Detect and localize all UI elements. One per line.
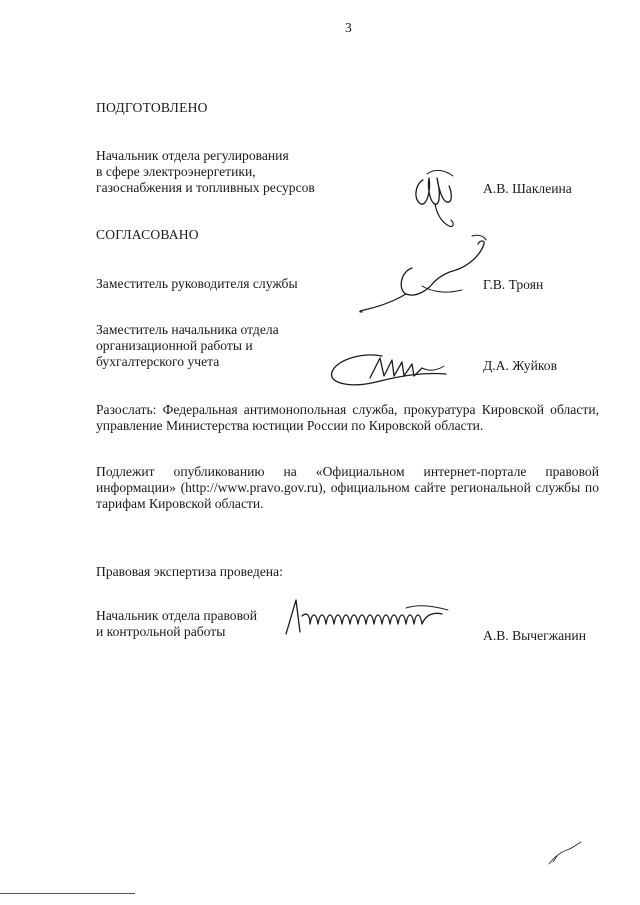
- agreed-signatory-1-name: Г.В. Троян: [483, 277, 544, 292]
- prepared-heading: ПОДГОТОВЛЕНО: [96, 100, 208, 115]
- agreed-signatory-2-name: Д.А. Жуйков: [483, 358, 558, 373]
- agreed-signatory-2-position: [96, 322, 279, 370]
- legal-review-position-line: и контрольной работы: [96, 624, 226, 639]
- prepared-position-line: газоснабжения и топливных ресурсов: [96, 180, 315, 195]
- distribution-text: Разослать: Федеральная антимонопольная служба, прокуратура Кировской области, управление Министерства юстиции России по Кировской области.: [96, 402, 599, 433]
- prepared-position-line: в сфере электроэнергетики,: [96, 164, 256, 179]
- agreed-position-line: Заместитель руководителя службы: [96, 276, 298, 291]
- prepared-position-line: Начальник отдела регулирования: [96, 148, 289, 163]
- prepared-position: [96, 148, 315, 196]
- legal-review-name: А.В. Вычегжанин: [483, 628, 586, 643]
- signature-vychegzhanin: [282, 594, 462, 642]
- bottom-rule: [0, 893, 135, 894]
- agreed-signatory-1-position: [96, 276, 298, 292]
- agreed-heading: СОГЛАСОВАНО: [96, 227, 199, 242]
- corner-mark: [545, 838, 585, 868]
- page-number: 3: [345, 20, 352, 35]
- legal-review-position-line: Начальник отдела правовой: [96, 608, 258, 623]
- prepared-name: А.В. Шаклеина: [483, 181, 572, 196]
- agreed-position-line: Заместитель начальника отдела: [96, 322, 279, 337]
- signature-troyan: [352, 232, 492, 322]
- agreed-position-line: организационной работы и: [96, 338, 253, 353]
- legal-review-heading: Правовая экспертиза проведена:: [96, 564, 283, 579]
- publication-text: Подлежит опубликованию на «Официальном интернет-портале правовой информации» (http://www.pravo.gov.ru), официальном сайте региональной службы по тарифам Кировской области.: [96, 464, 599, 511]
- agreed-position-line: бухгалтерского учета: [96, 354, 220, 369]
- signature-zhuikov: [322, 344, 462, 396]
- signature-shakleina: [405, 160, 475, 240]
- legal-review-position: [96, 608, 257, 640]
